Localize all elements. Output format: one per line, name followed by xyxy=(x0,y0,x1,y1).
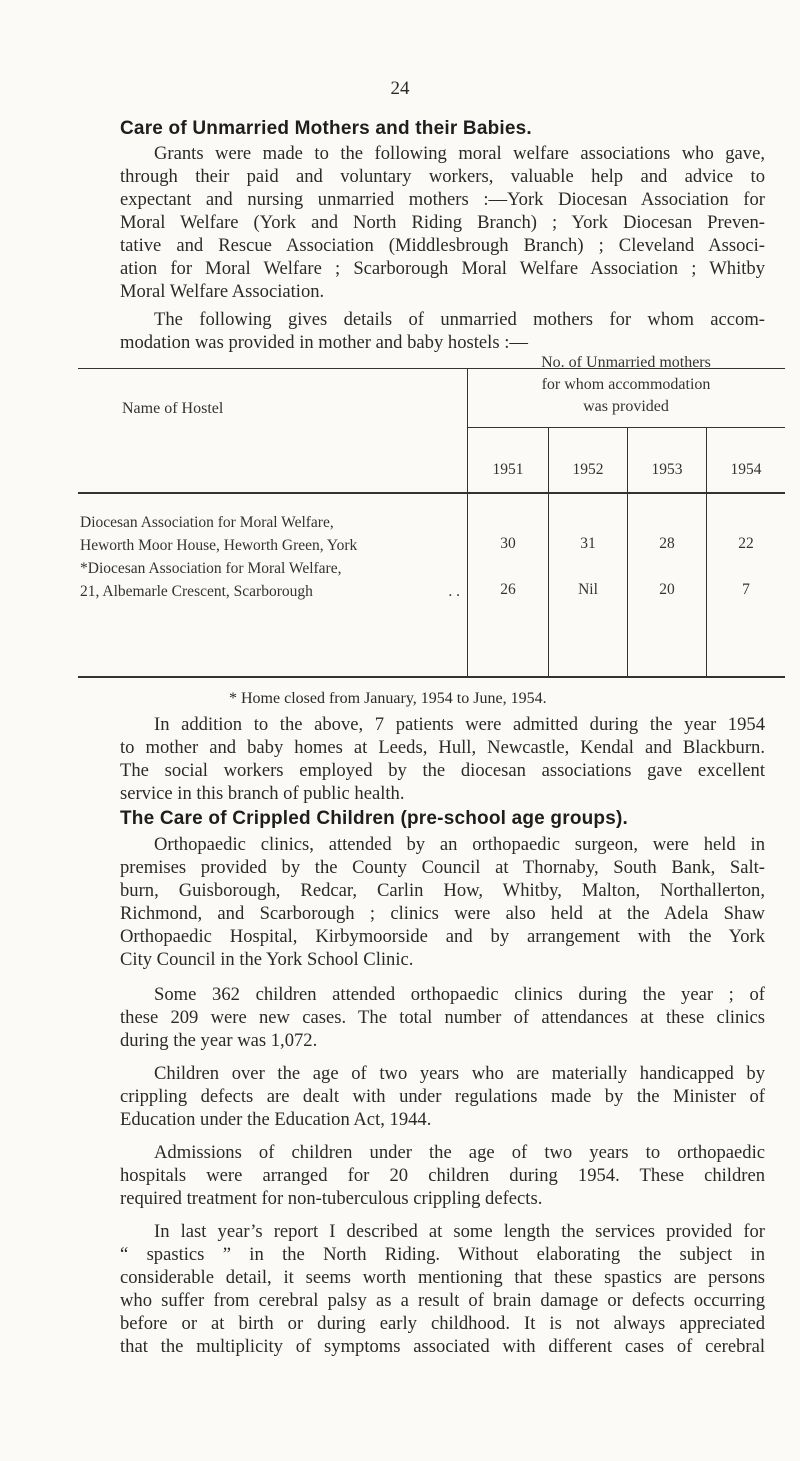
text-line: Some 362 children attended orthopaedic clinics during the year ; of xyxy=(154,984,765,1005)
section-heading-unmarried-mothers: Care of Unmarried Mothers and their Babies. xyxy=(120,118,532,139)
text-line: Moral Welfare Association. xyxy=(120,281,325,302)
column-group-header xyxy=(467,352,785,418)
year-header-1952: 1952 xyxy=(572,461,604,478)
text-line: Grants were made to the following moral welfare associations who gave, xyxy=(154,143,765,164)
text-line: ation for Moral Welfare ; Scarborough Moral Welfare Association ; Whitby xyxy=(120,258,765,279)
hostel-name-line xyxy=(80,580,460,603)
paragraph-additional-patients xyxy=(120,713,765,805)
text-line: that the multiplicity of symptoms associated with different cases of cerebral xyxy=(120,1336,765,1357)
text-line: Education under the Education Act, 1944. xyxy=(120,1109,432,1130)
text-line: tative and Rescue Association (Middlesbrough Branch) ; Cleveland Associ- xyxy=(120,235,765,256)
text-line: during the year was 1,072. xyxy=(120,1030,318,1051)
text-line: expectant and nursing unmarried mothers :—York Diocesan Association for xyxy=(120,189,765,210)
table-cell: 30 xyxy=(500,535,516,552)
text-line: “ spastics ” in the North Riding. Without elaborating the subject in xyxy=(120,1244,765,1265)
group-header-line: No. of Unmarried mothers xyxy=(541,354,711,371)
table-bottom-rule xyxy=(78,676,785,678)
text-line: The following gives details of unmarried mothers for whom accom- xyxy=(154,309,765,330)
table-footnote: * Home closed from January, 1954 to June, 1954. xyxy=(229,690,547,707)
text-line: premises provided by the County Council at Thornaby, South Bank, Salt- xyxy=(120,857,765,878)
paragraph-admissions xyxy=(120,1141,765,1210)
hostel-name-line: *Diocesan Association for Moral Welfare, xyxy=(80,560,342,577)
section-heading-crippled-children: The Care of Crippled Children (pre-school age groups). xyxy=(120,808,629,829)
text-line: to mother and baby homes at Leeds, Hull, Newcastle, Kendal and Blackburn. xyxy=(120,737,765,758)
table-cell: 28 xyxy=(659,535,675,552)
year-header-1954: 1954 xyxy=(730,461,762,478)
year-header-1953: 1953 xyxy=(651,461,683,478)
text-line: before or at birth or during early childhood. It is not always appreciated xyxy=(120,1313,765,1334)
text-line: In addition to the above, 7 patients were admitted during the year 1954 xyxy=(154,714,765,735)
text-line: Orthopaedic Hospital, Kirbymoorside and by arrangement with the York xyxy=(120,926,765,947)
table-header-rule xyxy=(78,492,785,494)
hostel-name-line: Diocesan Association for Moral Welfare, xyxy=(80,514,334,531)
table-row-name xyxy=(80,557,460,603)
text-line: these 209 were new cases. The total number of attendances at these clinics xyxy=(120,1007,765,1028)
text-line: City Council in the York School Clinic. xyxy=(120,949,414,970)
text-line: In last year’s report I described at some length the services provided for xyxy=(154,1221,765,1242)
table-cell: 31 xyxy=(580,535,596,552)
paragraph-orthopaedic-clinics xyxy=(120,833,765,971)
text-line: Moral Welfare (York and North Riding Branch) ; York Diocesan Preven- xyxy=(120,212,765,233)
text-line: Admissions of children under the age of two years to orthopaedic xyxy=(154,1142,765,1163)
text-line: through their paid and voluntary workers, valuable help and advice to xyxy=(120,166,765,187)
text-line: Richmond, and Scarborough ; clinics were also held at the Adela Shaw xyxy=(120,903,765,924)
text-line: modation was provided in mother and baby hostels :— xyxy=(120,332,528,353)
group-header-line: was provided xyxy=(583,398,669,415)
page-number: 24 xyxy=(390,78,410,99)
text-line: considerable detail, it seems worth mentioning that these spastics are persons xyxy=(120,1267,765,1288)
text-line: hospitals were arranged for 20 children during 1954. These children xyxy=(120,1165,765,1186)
text-line: service in this branch of public health. xyxy=(120,783,405,804)
text-line: who suffer from cerebral palsy as a result of brain damage or defects occurring xyxy=(120,1290,765,1311)
text-line: burn, Guisborough, Redcar, Carlin How, Whitby, Malton, Northallerton, xyxy=(120,880,765,901)
dot-leader: . . xyxy=(448,583,460,600)
paragraph-grants xyxy=(120,142,765,303)
table-row-name xyxy=(80,511,357,557)
text-line: The social workers employed by the diocesan associations gave excellent xyxy=(120,760,765,781)
table-cell: Nil xyxy=(578,581,598,598)
hostel-name-text: 21, Albemarle Crescent, Scarborough xyxy=(80,583,313,600)
group-header-line: for whom accommodation xyxy=(541,376,711,393)
text-line: Children over the age of two years who are materially handicapped by xyxy=(154,1063,765,1084)
column-header-name: Name of Hostel xyxy=(122,400,224,417)
text-line: Orthopaedic clinics, attended by an orthopaedic surgeon, were held in xyxy=(154,834,765,855)
table-cell: 26 xyxy=(500,581,516,598)
text-line: required treatment for non-tuberculous crippling defects. xyxy=(120,1188,543,1209)
year-header-1951: 1951 xyxy=(492,461,524,478)
paragraph-spastics xyxy=(120,1220,765,1358)
paragraph-over-two-years xyxy=(120,1062,765,1131)
group-header-rule xyxy=(467,427,785,428)
table-cell: 22 xyxy=(738,535,754,552)
paragraph-attendances xyxy=(120,983,765,1052)
text-line: crippling defects are dealt with under regulations made by the Minister of xyxy=(120,1086,765,1107)
table-cell: 7 xyxy=(742,581,750,598)
paragraph-following xyxy=(120,308,765,354)
hostel-name-line: Heworth Moor House, Heworth Green, York xyxy=(80,537,358,554)
table-cell: 20 xyxy=(659,581,675,598)
